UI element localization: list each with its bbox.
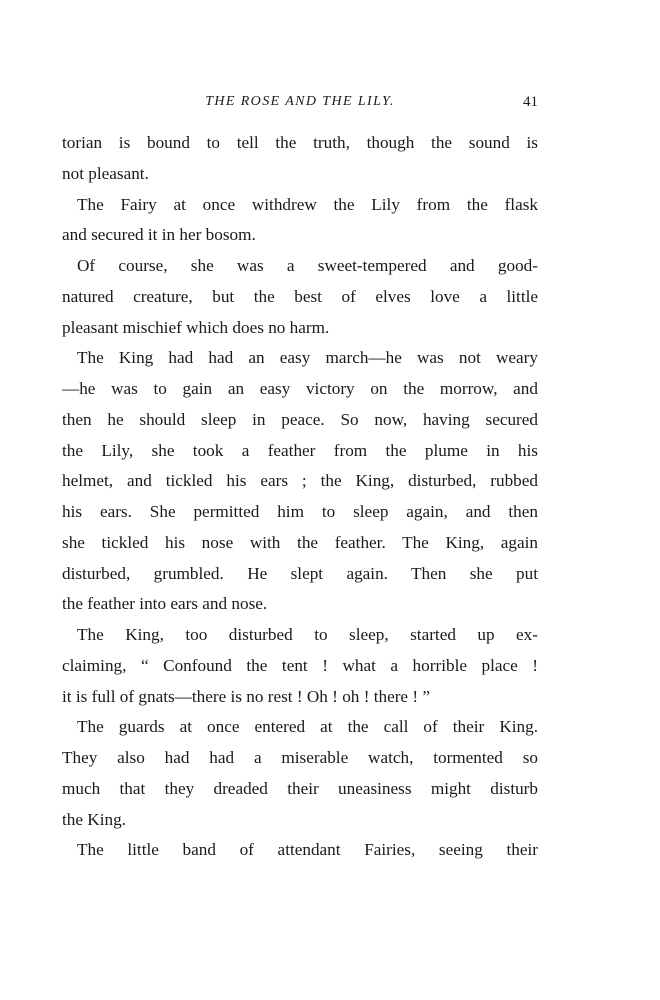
text-line: The King had had an easy march—he was not weary: [77, 348, 538, 368]
text-line: Of course, she was a sweet-tempered and good-: [77, 256, 538, 275]
text-line: not pleasant.: [62, 163, 149, 183]
running-title: THE ROSE AND THE LILY.: [205, 94, 395, 109]
text-line: the feather into ears and nose.: [62, 594, 268, 614]
text-line: claiming, “ Confound the tent ! what a horrible place !: [62, 655, 538, 675]
text-line: much that they dreaded their uneasiness might disturb: [62, 778, 538, 798]
text-line: natured creature, but the best of elves love a little: [62, 286, 538, 306]
text-line: The King, too disturbed to sleep, started up ex-: [77, 625, 538, 644]
text-line: his ears. She permitted him to sleep again, and then: [62, 502, 538, 521]
text-line: The guards at once entered at the call of their King.: [77, 717, 538, 737]
text-line: disturbed, grumbled. He slept again. Then she put: [62, 563, 538, 583]
text-line: she tickled his nose with the feather. The King, again: [62, 532, 538, 552]
page-number: 41: [523, 94, 538, 110]
text-line: The Fairy at once withdrew the Lily from the flask: [77, 194, 538, 214]
body-text: [62, 128, 538, 866]
text-line: torian is bound to tell the truth, though the sound is: [62, 133, 538, 152]
text-line: They also had had a miserable watch, tormented so: [62, 748, 538, 767]
text-line: it is full of gnats—there is no rest ! Oh ! oh ! there ! ”: [62, 686, 431, 706]
text-line: then he should sleep in peace. So now, having secured: [62, 409, 538, 429]
text-line: and secured it in her bosom.: [62, 225, 256, 245]
text-line: pleasant mischief which does no harm.: [62, 317, 330, 337]
text-line: the Lily, she took a feather from the plume in his: [62, 440, 538, 460]
running-head: [62, 91, 538, 113]
text-line: The little band of attendant Fairies, seeing their: [77, 840, 538, 860]
text-line: —he was to gain an easy victory on the morrow, and: [62, 379, 538, 398]
text-line: the King.: [62, 809, 126, 829]
text-line: helmet, and tickled his ears ; the King, disturbed, rubbed: [62, 471, 538, 491]
